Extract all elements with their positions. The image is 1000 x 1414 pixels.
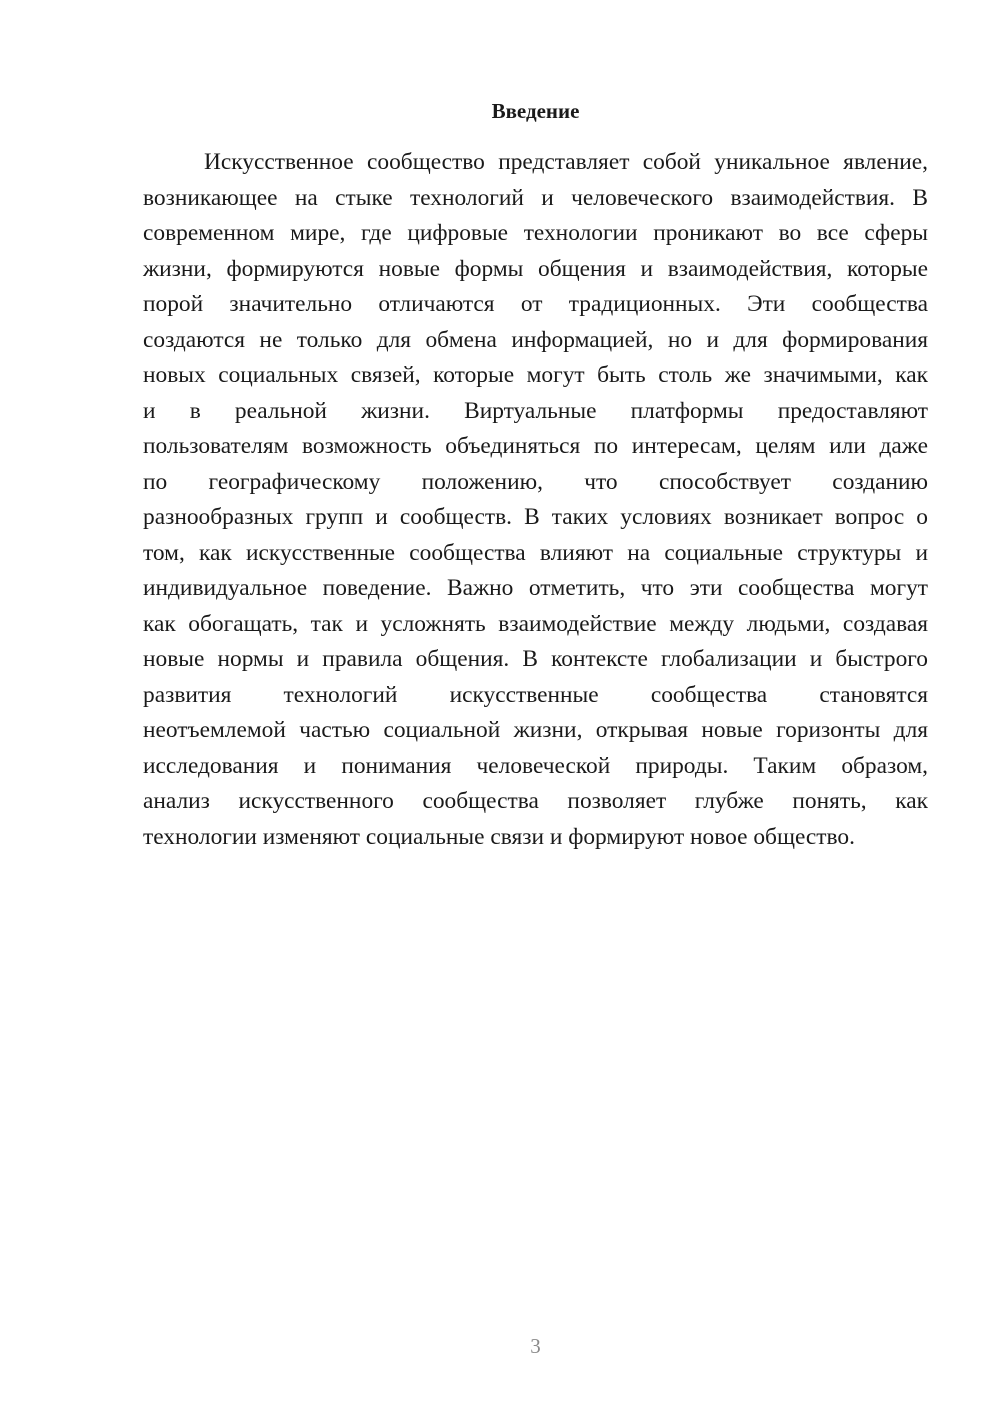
paragraph-line: неотъемлемой частью социальной жизни, открывая новые горизонты для — [143, 717, 928, 743]
paragraph-line: жизни, формируются новые формы общения и взаимодействия, которые — [143, 255, 928, 282]
section-heading: Введение — [491, 99, 580, 123]
paragraph-line: пользователям возможность объединяться по интересам, целям или даже — [143, 433, 928, 459]
paragraph-line: по географическому положению, что способствует созданию — [143, 468, 928, 495]
page-number: 3 — [530, 1334, 541, 1358]
paragraph-line: разнообразных групп и сообществ. В таких условиях возникает вопрос о — [143, 504, 928, 530]
paragraph-line: создаются не только для обмена информацией, но и для формирования — [143, 326, 928, 353]
paragraph-line: технологии изменяют социальные связи и формируют новое общество. — [143, 823, 855, 850]
paragraph-line: новых социальных связей, которые могут быть столь же значимыми, как — [143, 362, 928, 388]
paragraph-line: исследования и понимания человеческой природы. Таким образом, — [143, 752, 928, 779]
paragraph-line: анализ искусственного сообщества позволяет глубже понять, как — [143, 788, 928, 814]
paragraph-line: развития технологий искусственные сообщества становятся — [143, 681, 928, 708]
paragraph-line: порой значительно отличаются от традиционных. Эти сообщества — [143, 291, 928, 317]
paragraph-line: современном мире, где цифровые технологии проникают во все сферы — [143, 220, 928, 246]
paragraph-line: возникающее на стыке технологий и человеческого взаимодействия. В — [143, 184, 928, 211]
paragraph-line: как обогащать, так и усложнять взаимодействие между людьми, создавая — [143, 610, 928, 637]
paragraph-line: том, как искусственные сообщества влияют на социальные структуры и — [143, 539, 928, 566]
introduction-paragraph — [143, 145, 928, 855]
paragraph-line: новые нормы и правила общения. В контексте глобализации и быстрого — [143, 646, 928, 672]
paragraph-line: и в реальной жизни. Виртуальные платформы предоставляют — [143, 397, 928, 424]
paragraph-line: индивидуальное поведение. Важно отметить, что эти сообщества могут — [143, 575, 928, 601]
paragraph-line: Искусственное сообщество представляет собой уникальное явление, — [204, 149, 928, 175]
